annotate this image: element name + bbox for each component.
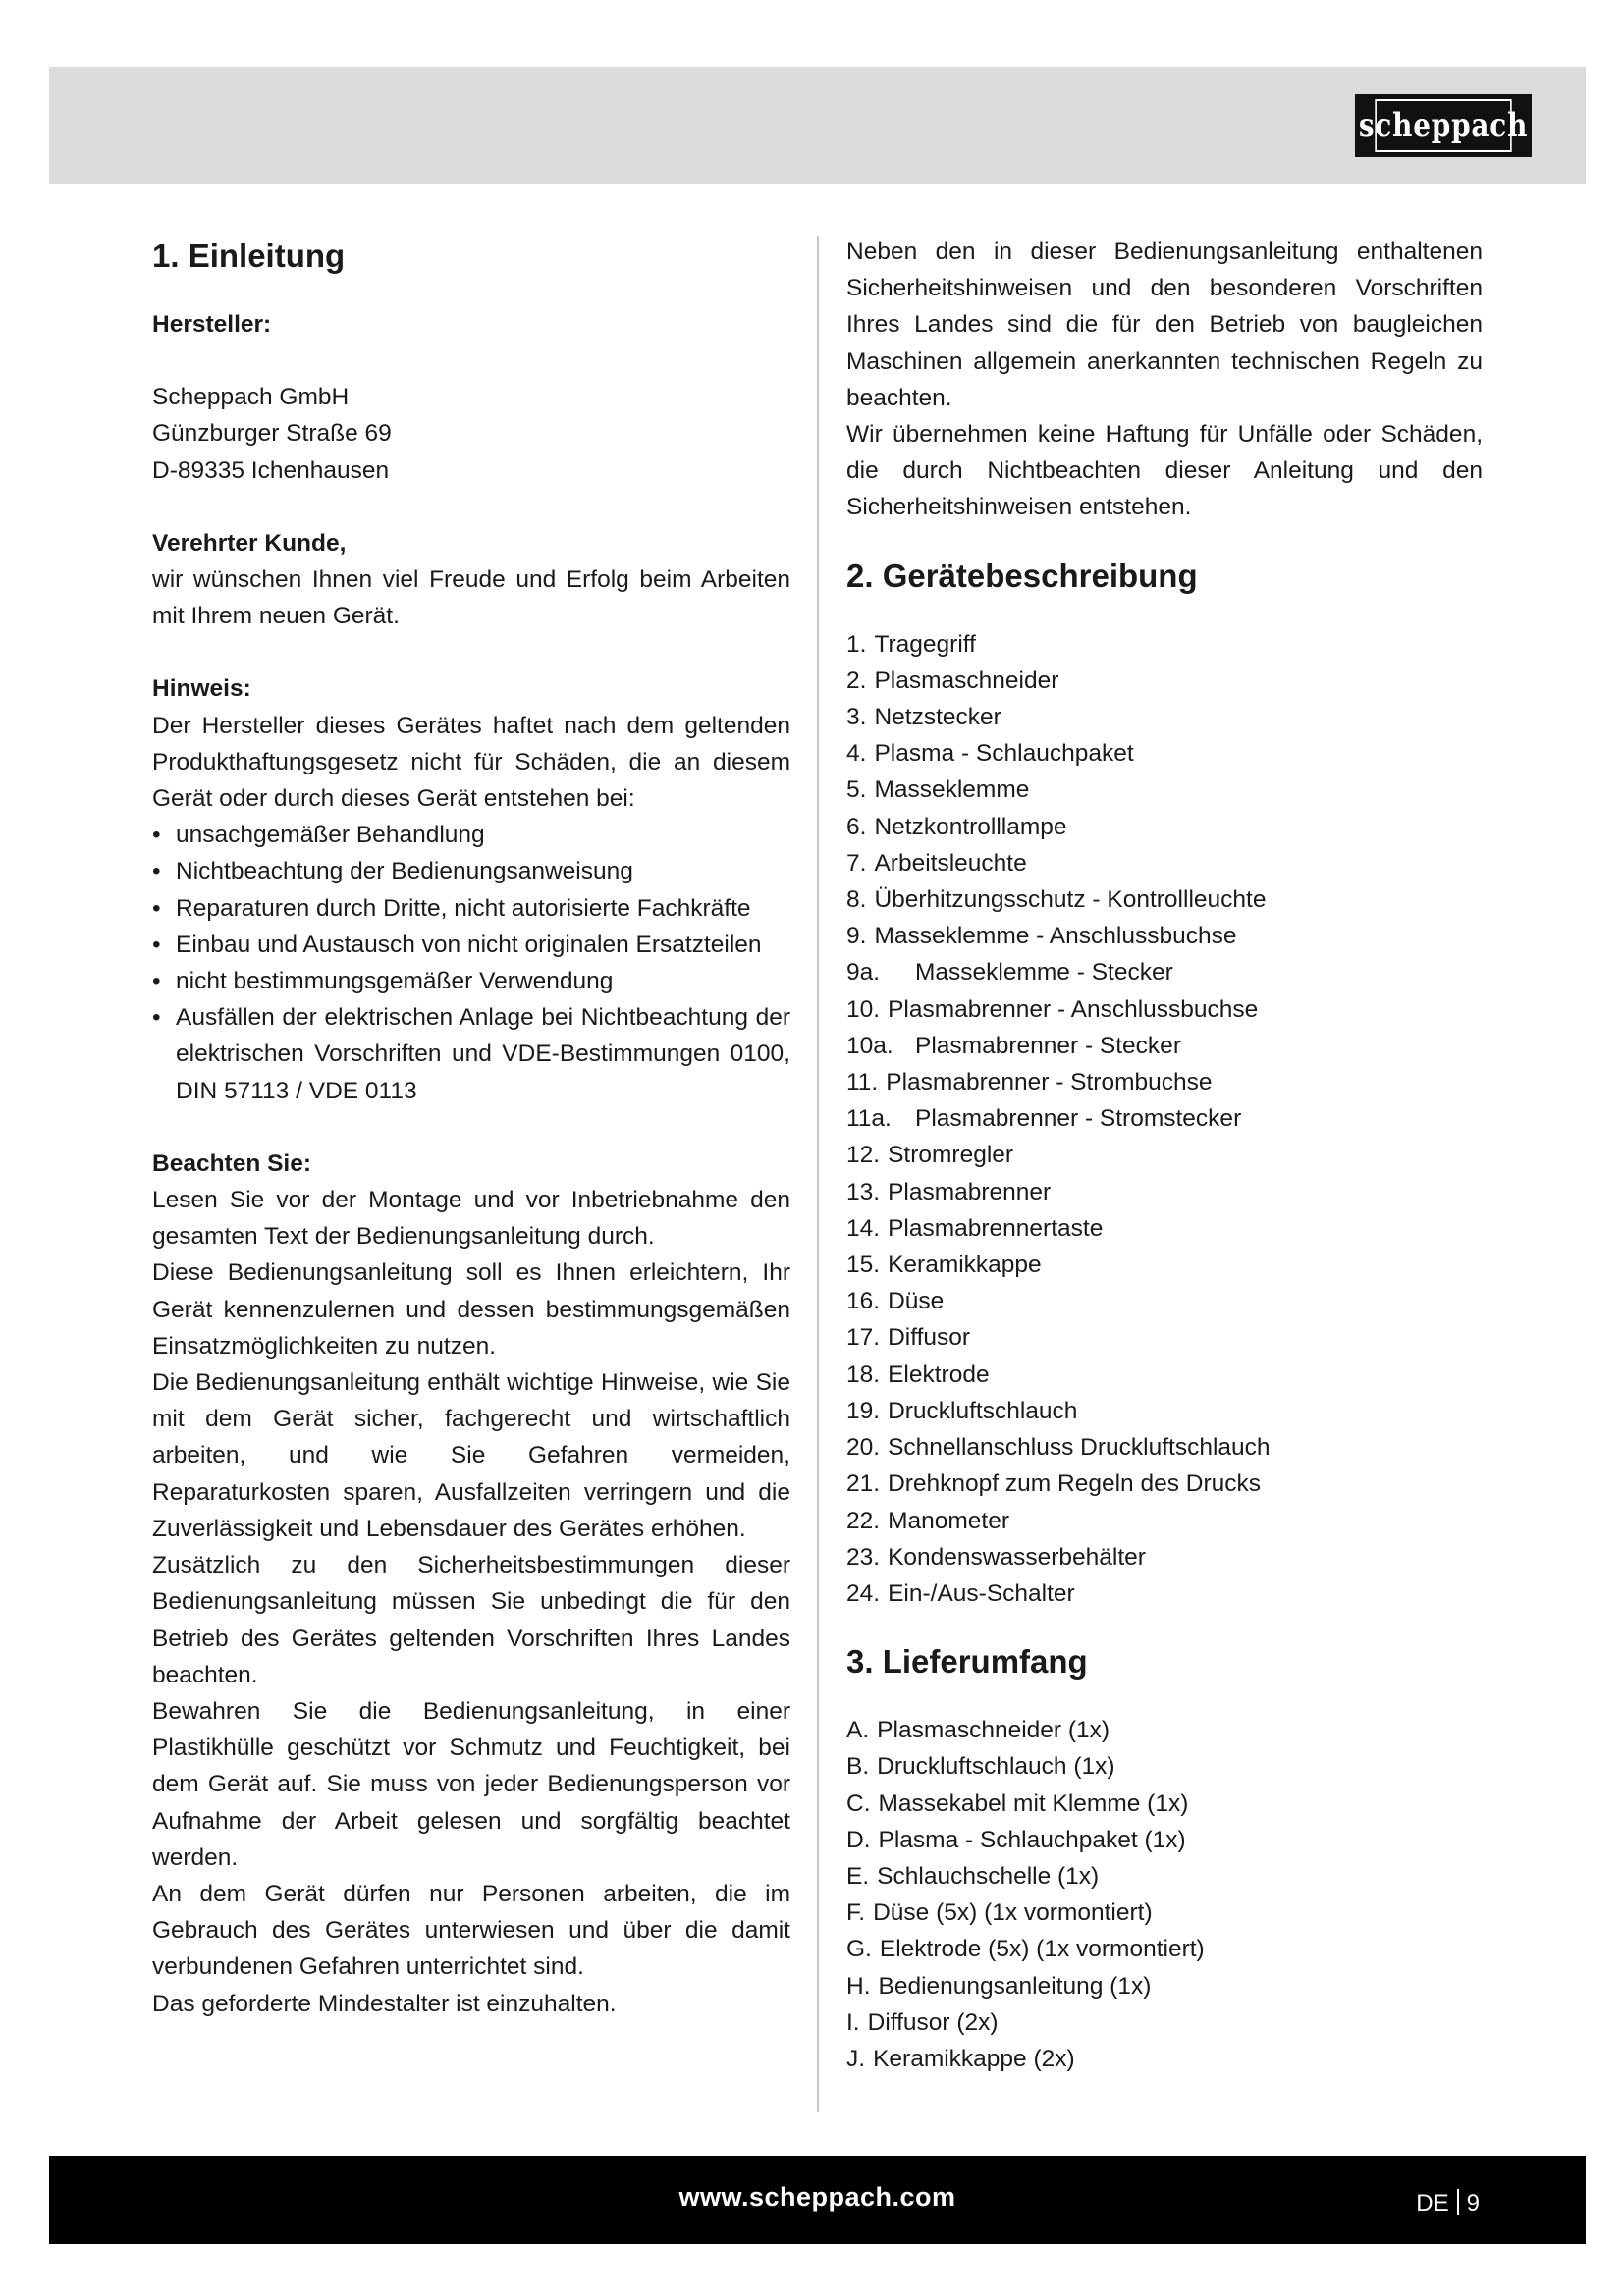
- address-line: Günzburger Straße 69: [152, 420, 392, 448]
- item-label: Kondenswasserbehälter: [888, 1543, 1146, 1571]
- item-label: Massekabel mit Klemme (1x): [878, 1789, 1189, 1817]
- page-value: 9: [1466, 2190, 1480, 2216]
- item-number: 17.: [846, 1324, 881, 1352]
- item-label: Manometer: [888, 1507, 1009, 1534]
- item-number: 18.: [846, 1361, 881, 1388]
- item-label: Düse (5x) (1x vormontiert): [873, 1899, 1153, 1927]
- list-item: • Einbau und Austausch von nicht originalen Ersatzteilen: [152, 927, 790, 963]
- page-number: [1416, 2189, 1480, 2217]
- attention-paragraph: Das geforderte Mindestalter ist einzuhalten.: [152, 1990, 617, 2017]
- attention-paragraph: Die Bedienungsanleitung enthält wichtige Hinweise, wie Sie mit dem Gerät sicher, fachgerecht und wirtschaftlich arbeiten, und wie Sie Gefahren vermeiden, Reparaturkosten sparen, Ausfallzeiten verringern und die Zuverlässigkeit und Lebensdauer des Gerätes erhöhen.: [152, 1369, 790, 1542]
- list-item: • Nichtbeachtung der Bedienungsanweisung: [152, 853, 790, 889]
- list-item: [846, 1357, 1483, 1393]
- item-number: 9a.: [846, 959, 881, 987]
- list-item: [846, 1575, 1483, 1612]
- address-line: Scheppach GmbH: [152, 384, 350, 411]
- address-line: D-89335 Ichenhausen: [152, 456, 390, 484]
- list-item: [846, 1283, 1483, 1319]
- list-item: [846, 699, 1483, 735]
- page-separator: [1457, 2189, 1459, 2215]
- item-number: 9.: [846, 923, 867, 950]
- item-number: 24.: [846, 1579, 881, 1607]
- item-number: H.: [846, 1972, 871, 2000]
- list-item: [846, 772, 1483, 808]
- item-label: Schnellanschluss Druckluftschlauch: [888, 1434, 1271, 1462]
- item-label: Plasmabrenner: [888, 1178, 1052, 1205]
- item-number: F.: [846, 1899, 866, 1927]
- item-label: Stromregler: [888, 1142, 1014, 1169]
- item-label: Plasma - Schlauchpaket (1x): [878, 1826, 1186, 1853]
- list-item: [846, 626, 1483, 663]
- dear-customer-text: wir wünschen Ihnen viel Freude und Erfolg beim Arbeiten mit Ihrem neuen Gerät.: [152, 566, 790, 630]
- item-number: 11.: [846, 1069, 879, 1096]
- item-number: 14.: [846, 1214, 881, 1242]
- item-label: Elektrode (5x) (1x vormontiert): [879, 1936, 1205, 1963]
- delivery-list: [846, 1712, 1483, 2077]
- list-item: [846, 1100, 1483, 1137]
- item-number: E.: [846, 1862, 870, 1890]
- list-item: [846, 881, 1483, 918]
- item-number: C.: [846, 1789, 871, 1817]
- list-item: [846, 663, 1483, 699]
- item-label: Elektrode: [888, 1361, 990, 1388]
- item-label: Drehknopf zum Regeln des Drucks: [888, 1470, 1261, 1498]
- item-number: 20.: [846, 1434, 881, 1462]
- list-item: • Reparaturen durch Dritte, nicht autorisierte Fachkräfte: [152, 890, 790, 927]
- list-item: [846, 1466, 1483, 1502]
- item-label: Plasmaschneider (1x): [877, 1717, 1110, 1744]
- item-number: 15.: [846, 1252, 881, 1279]
- item-label: Druckluftschlauch (1x): [877, 1753, 1115, 1781]
- attention-paragraph: Diese Bedienungsanleitung soll es Ihnen erleichtern, Ihr Gerät kennenzulernen und dessen bestimmungsgemäßen Einsatzmöglichkeiten zu nutzen.: [152, 1259, 790, 1360]
- language-code: DE: [1416, 2190, 1449, 2216]
- list-item: • Ausfällen der elektrischen Anlage bei Nichtbeachtung der elektrischen Vorschriften und VDE-Bestimmungen 0100, DIN 57113 / VDE 0113: [152, 999, 790, 1109]
- list-item: [846, 1748, 1483, 1785]
- item-number: 8.: [846, 886, 867, 914]
- list-item: [846, 1503, 1483, 1539]
- item-label: Arbeitsleuchte: [874, 849, 1027, 877]
- item-label: Überhitzungsschutz - Kontrollleuchte: [874, 886, 1267, 914]
- list-item: [846, 1712, 1483, 1748]
- item-label: Plasmaschneider: [874, 667, 1059, 694]
- item-number: 2.: [846, 667, 867, 694]
- note-label: Hinweis:: [152, 675, 251, 703]
- item-label: Netzstecker: [874, 704, 1001, 731]
- item-number: 6.: [846, 813, 867, 840]
- item-number: 11a.: [846, 1105, 892, 1133]
- item-label: Masseklemme - Anschlussbuchse: [874, 923, 1237, 950]
- parts-list: [846, 626, 1483, 1612]
- item-label: Masseklemme: [874, 776, 1030, 804]
- list-item: [846, 1393, 1483, 1429]
- header-band: [49, 67, 1586, 184]
- list-item: [846, 1319, 1483, 1356]
- item-label: Plasmabrenner - Anschlussbuchse: [888, 995, 1259, 1023]
- list-item: • unsachgemäßer Behandlung: [152, 817, 790, 853]
- item-label: Ein-/Aus-Schalter: [888, 1579, 1075, 1607]
- item-label: Plasmabrenner - Stromstecker: [915, 1105, 1242, 1133]
- item-label: Plasmabrenner - Strombuchse: [886, 1069, 1213, 1096]
- item-label: Druckluftschlauch: [888, 1397, 1078, 1424]
- item-number: 3.: [846, 704, 867, 731]
- list-item: [846, 1931, 1483, 1967]
- attention-label: Beachten Sie:: [152, 1149, 312, 1177]
- list-item: [846, 1028, 1483, 1064]
- list-item: [846, 1968, 1483, 2004]
- manufacturer-label: Hersteller:: [152, 311, 272, 338]
- item-number: I.: [846, 2008, 860, 2036]
- item-label: Diffusor: [888, 1324, 971, 1352]
- footer-bar: [49, 2156, 1586, 2244]
- list-item: [846, 1822, 1483, 1858]
- logo-text: scheppach: [1375, 99, 1511, 152]
- item-number: 13.: [846, 1178, 881, 1205]
- website-url: www.scheppach.com: [678, 2182, 956, 2212]
- item-number: A.: [846, 1717, 870, 1744]
- item-label: Diffusor (2x): [867, 2008, 999, 2036]
- item-number: B.: [846, 1753, 870, 1781]
- attention-paragraph: Lesen Sie vor der Montage und vor Inbetriebnahme den gesamten Text der Bedienungsanleitung durch.: [152, 1187, 790, 1251]
- item-number: 1.: [846, 630, 867, 658]
- item-label: Plasma - Schlauchpaket: [874, 740, 1134, 768]
- item-number: 7.: [846, 849, 867, 877]
- item-number: G.: [846, 1936, 872, 1963]
- heading-geraetebeschreibung: 2. Gerätebeschreibung: [846, 557, 1198, 594]
- item-label: Schlauchschelle (1x): [877, 1862, 1100, 1890]
- intro-paragraph: Neben den in dieser Bedienungsanleitung enthaltenen Sicherheitshinweisen und den besonderen Vorschriften Ihres Landes sind die für den Betrieb von baugleichen Maschinen allgemein anerkannten technischen Regeln zu beachten.: [846, 239, 1483, 411]
- list-item: [846, 2004, 1483, 2041]
- note-text: Der Hersteller dieses Gerätes haftet nach dem geltenden Produkthaftungsgesetz nicht für Schäden, die an diesem Gerät oder durch dieses Gerät entstehen bei:: [152, 712, 790, 813]
- item-number: 21.: [846, 1470, 881, 1498]
- list-item: [846, 735, 1483, 772]
- list-item: [846, 809, 1483, 845]
- list-item: [846, 1539, 1483, 1575]
- item-number: J.: [846, 2045, 866, 2072]
- item-number: 22.: [846, 1507, 881, 1534]
- list-item: [846, 1174, 1483, 1210]
- list-item: [846, 1064, 1483, 1100]
- heading-lieferumfang: 3. Lieferumfang: [846, 1643, 1088, 1681]
- column-divider: [817, 236, 819, 2112]
- attention-paragraph: Bewahren Sie die Bedienungsanleitung, in einer Plastikhülle geschützt vor Schmutz und Feuchtigkeit, bei dem Gerät auf. Sie muss von jeder Bedienungsperson vor Aufnahme der Arbeit gelesen und sorgfältig beachtet werden.: [152, 1697, 790, 1871]
- dear-customer-label: Verehrter Kunde,: [152, 529, 347, 557]
- item-label: Düse: [888, 1288, 945, 1315]
- list-item: • nicht bestimmungsgemäßer Verwendung: [152, 963, 790, 999]
- list-item: [846, 1858, 1483, 1895]
- liability-list: [152, 817, 790, 1109]
- item-number: D.: [846, 1826, 871, 1853]
- list-item: [846, 918, 1483, 954]
- item-number: 10a.: [846, 1032, 893, 1059]
- item-label: Plasmabrennertaste: [888, 1214, 1104, 1242]
- list-item: [846, 1247, 1483, 1283]
- item-label: Tragegriff: [874, 630, 976, 658]
- list-item: [846, 1210, 1483, 1247]
- item-label: Keramikkappe: [888, 1252, 1042, 1279]
- attention-paragraph: Zusätzlich zu den Sicherheitsbestimmungen dieser Bedienungsanleitung müssen Sie unbedingt die für den Betrieb des Gerätes geltenden Vorschriften Ihres Landes beachten.: [152, 1552, 790, 1688]
- list-item: [846, 845, 1483, 881]
- list-item: [846, 1895, 1483, 1931]
- item-label: Masseklemme - Stecker: [915, 959, 1173, 987]
- scheppach-logo: [1355, 94, 1532, 157]
- intro-paragraph: Wir übernehmen keine Haftung für Unfälle oder Schäden, die durch Nichtbeachten dieser Anleitung und den Sicherheitshinweisen entstehen.: [846, 421, 1483, 521]
- heading-einleitung: 1. Einleitung: [152, 238, 346, 274]
- list-item: [846, 2041, 1483, 2077]
- attention-paragraph: An dem Gerät dürfen nur Personen arbeiten, die im Gebrauch des Gerätes unterwiesen und über die damit verbundenen Gefahren unterrichtet sind.: [152, 1880, 790, 1981]
- item-number: 23.: [846, 1543, 881, 1571]
- item-number: 4.: [846, 740, 867, 768]
- list-item: [846, 1786, 1483, 1822]
- list-item: [846, 1429, 1483, 1466]
- list-item: [846, 954, 1483, 990]
- item-label: Keramikkappe (2x): [873, 2045, 1075, 2072]
- item-number: 10.: [846, 995, 881, 1023]
- item-number: 5.: [846, 776, 867, 804]
- list-item: [846, 991, 1483, 1028]
- item-number: 19.: [846, 1397, 881, 1424]
- item-number: 16.: [846, 1288, 881, 1315]
- item-label: Bedienungsanleitung (1x): [878, 1972, 1152, 2000]
- list-item: [846, 1137, 1483, 1173]
- item-label: Netzkontrolllampe: [874, 813, 1067, 840]
- item-label: Plasmabrenner - Stecker: [915, 1032, 1181, 1059]
- item-number: 12.: [846, 1142, 881, 1169]
- left-column: [152, 234, 790, 2022]
- right-column: [846, 234, 1483, 2077]
